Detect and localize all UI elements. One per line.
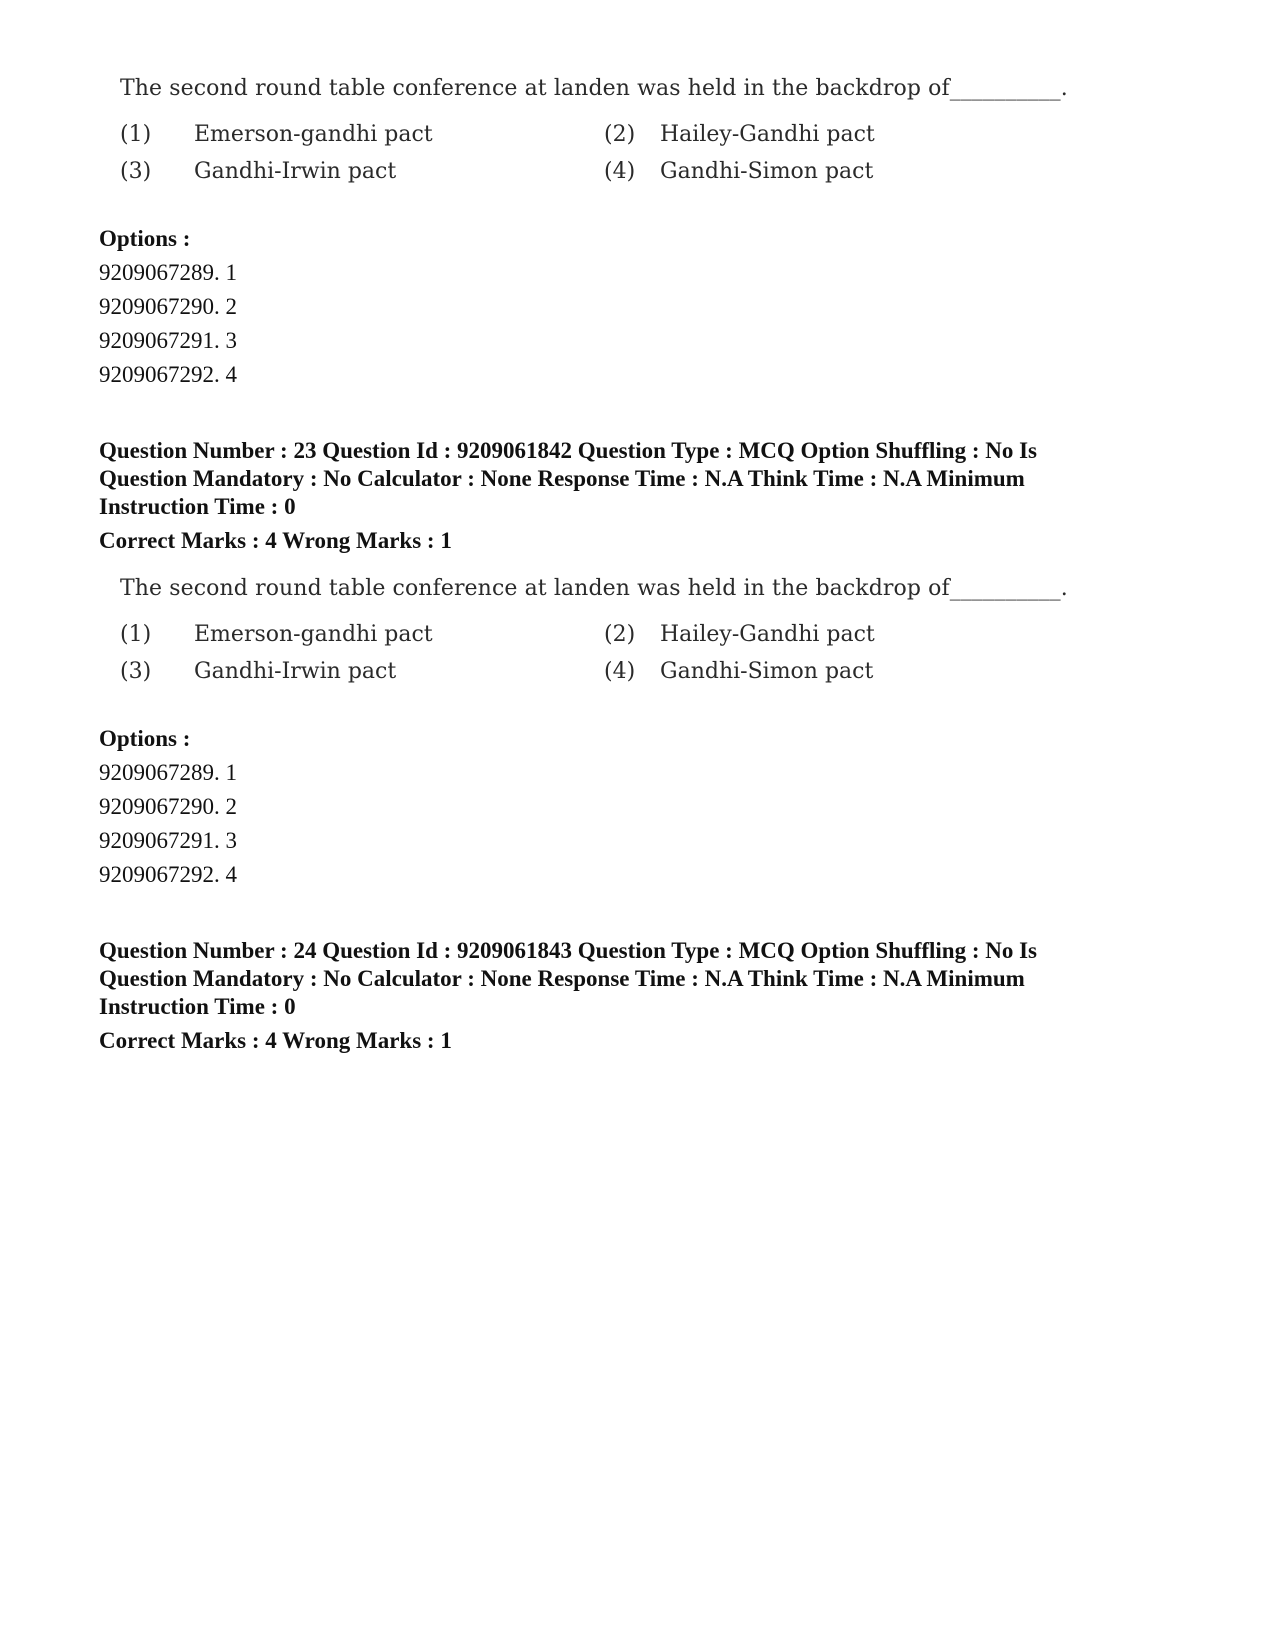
question-image-q23 — [0, 572, 1275, 692]
option-number: (4) — [604, 659, 636, 684]
option-text: Hailey-Gandhi pact — [660, 122, 875, 147]
option-number: (3) — [120, 159, 152, 184]
option-text: Gandhi-Irwin pact — [194, 659, 397, 684]
option-number: (3) — [120, 659, 152, 684]
question-meta-line: Question Mandatory : No Calculator : None Response Time : N.A Think Time : N.A Minimum — [99, 466, 1025, 491]
question-header-q23 — [99, 437, 1037, 555]
option-id-4: 9209067292. 4 — [99, 362, 237, 387]
question-image-q22 — [0, 72, 1275, 192]
question-meta-line: Instruction Time : 0 — [99, 994, 296, 1019]
option-id-3: 9209067291. 3 — [99, 328, 237, 353]
options-block-q23 — [99, 722, 237, 892]
option-text: Emerson-gandhi pact — [194, 622, 433, 647]
option-text: Hailey-Gandhi pact — [660, 622, 875, 647]
options-label: Options : — [99, 226, 191, 251]
question-text: The second round table conference at landen was held in the backdrop of__________. — [120, 76, 1068, 101]
option-2 — [604, 622, 875, 647]
option-text: Gandhi-Simon pact — [660, 659, 874, 684]
option-text: Emerson-gandhi pact — [194, 122, 433, 147]
question-marks: Correct Marks : 4 Wrong Marks : 1 — [99, 528, 452, 553]
option-number: (1) — [120, 622, 152, 647]
question-text: The second round table conference at landen was held in the backdrop of__________. — [120, 576, 1068, 601]
option-text: Gandhi-Irwin pact — [194, 159, 397, 184]
option-4 — [604, 659, 873, 684]
question-header-q24 — [99, 937, 1037, 1055]
option-text: Gandhi-Simon pact — [660, 159, 874, 184]
question-meta-line: Instruction Time : 0 — [99, 494, 296, 519]
question-meta-line: Question Number : 24 Question Id : 9209061843 Question Type : MCQ Option Shuffling : No Is — [99, 938, 1038, 963]
option-id-1: 9209067289. 1 — [99, 260, 237, 285]
option-1 — [120, 622, 433, 647]
option-3 — [120, 659, 396, 684]
options-block-q22 — [99, 222, 237, 392]
option-number: (1) — [120, 122, 152, 147]
option-id-2: 9209067290. 2 — [99, 794, 237, 819]
option-1 — [120, 122, 433, 147]
option-id-3: 9209067291. 3 — [99, 828, 237, 853]
options-label: Options : — [99, 726, 191, 751]
question-meta-line: Question Number : 23 Question Id : 9209061842 Question Type : MCQ Option Shuffling : No Is — [99, 438, 1038, 463]
question-meta-line: Question Mandatory : No Calculator : None Response Time : N.A Think Time : N.A Minimum — [99, 966, 1025, 991]
option-number: (2) — [604, 622, 636, 647]
option-2 — [604, 122, 875, 147]
option-number: (4) — [604, 159, 636, 184]
option-3 — [120, 159, 396, 184]
option-number: (2) — [604, 122, 636, 147]
question-marks: Correct Marks : 4 Wrong Marks : 1 — [99, 1028, 452, 1053]
option-id-4: 9209067292. 4 — [99, 862, 237, 887]
option-id-1: 9209067289. 1 — [99, 760, 237, 785]
option-4 — [604, 159, 873, 184]
option-id-2: 9209067290. 2 — [99, 294, 237, 319]
